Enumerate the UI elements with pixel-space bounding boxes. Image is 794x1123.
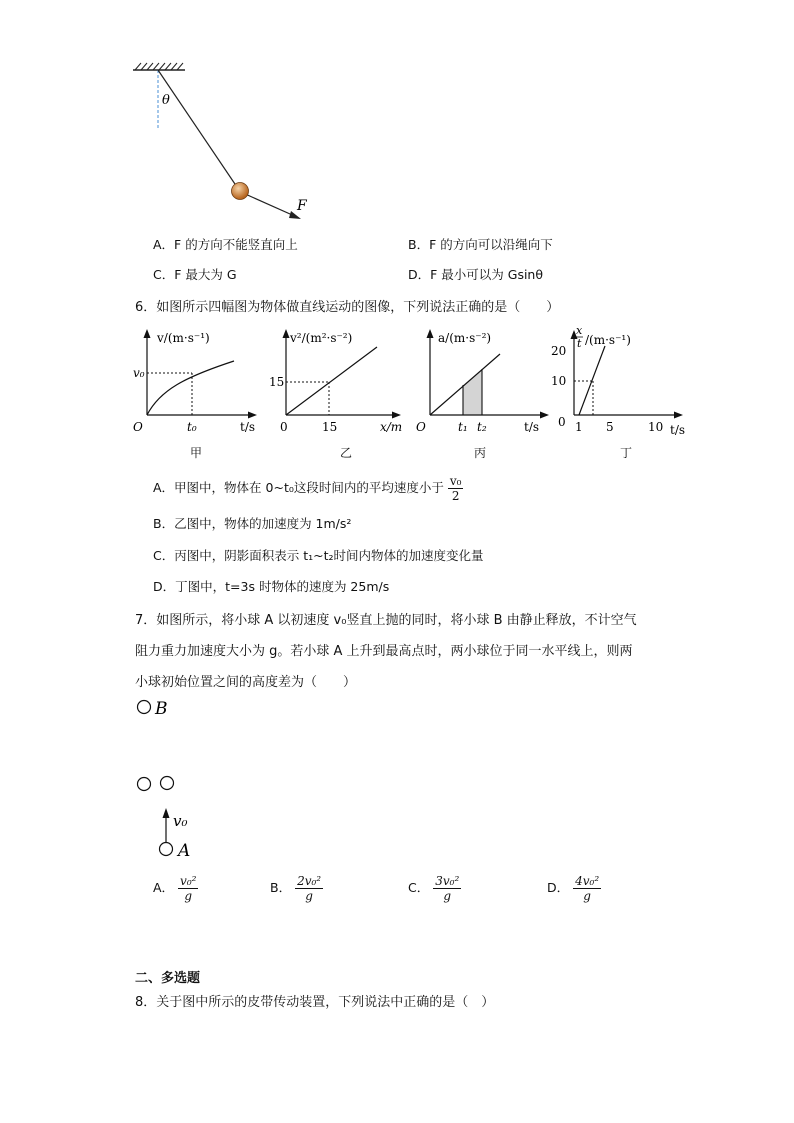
- q5-option-a: A．F 的方向不能竖直向上: [153, 237, 298, 252]
- q6-option-d: D．丁图中，t=3s 时物体的速度为 25m/s: [153, 579, 390, 594]
- q7-option-b-num: 2v₀²: [297, 874, 322, 888]
- q7-option-a-letter: A．: [153, 880, 175, 895]
- graph-yi-origin: 0: [280, 420, 288, 434]
- angle-label: θ: [162, 93, 170, 108]
- q6-option-a-num: v₀: [449, 474, 462, 488]
- velocity-label: v₀: [173, 812, 188, 830]
- q6-option-a-den: 2: [451, 489, 460, 503]
- q7-option-c-letter: C．: [408, 880, 430, 895]
- q7-stem-line2: 阻力重力加速度大小为 g。若小球 A 上升到最高点时，两小球位于同一水平线上，则两: [135, 644, 633, 659]
- q6-option-a: [153, 474, 463, 503]
- q5-option-b: B．F 的方向可以沿绳向下: [408, 237, 553, 252]
- graph-bing-y-axis: a/(m·s⁻²): [438, 331, 492, 345]
- pendulum-figure: [125, 60, 325, 225]
- graph-ding-x-tick-5: 5: [606, 420, 614, 434]
- graph-ding: [548, 322, 693, 437]
- graph-yi-caption: 乙: [340, 446, 353, 460]
- q7-stem-line3: 小球初始位置之间的高度差为（ ）: [135, 675, 357, 690]
- graph-ding-y-num: x: [576, 324, 583, 337]
- graph-jia-v0: v₀: [133, 366, 145, 380]
- graph-ding-y-den: t: [577, 337, 582, 350]
- q7-option-b: [270, 874, 323, 903]
- graph-bing-t2: t₂: [477, 420, 487, 434]
- graph-ding-x-axis: t/s: [670, 423, 686, 437]
- q7-option-d-num: 4v₀²: [575, 874, 600, 888]
- q7-option-b-letter: B．: [270, 880, 292, 895]
- graph-jia-x-axis: t/s: [240, 420, 256, 434]
- q7-option-a-den: g: [184, 889, 193, 903]
- q7-option-a: [153, 874, 198, 903]
- graph-jia-t0: t₀: [187, 420, 197, 434]
- q7-option-d-den: g: [583, 889, 591, 903]
- q7-option-c-den: g: [443, 889, 452, 903]
- graph-yi-x-mark: 15: [322, 420, 338, 434]
- section-title: 二、多选题: [135, 971, 201, 986]
- q7-option-c-num: 3v₀²: [435, 874, 460, 888]
- ball-b-label: B: [155, 699, 168, 719]
- graph-ding-x-tick-1: 1: [575, 420, 583, 434]
- q6-option-a-fraction: [448, 474, 464, 503]
- graph-yi: [269, 325, 407, 434]
- graph-ding-y-unit: /(m·s⁻¹): [585, 333, 631, 347]
- graph-yi-y-mark: 15: [269, 375, 285, 389]
- q6-option-c: C．丙图中，阴影面积表示 t₁~t₂时间内物体的加速度变化量: [153, 548, 484, 563]
- graph-bing-t1: t₁: [458, 420, 468, 434]
- graph-yi-x-axis: x/m: [380, 420, 403, 434]
- balls-figure: [128, 693, 218, 863]
- ball-a-initial: [160, 843, 173, 856]
- force-label: F: [297, 198, 307, 214]
- graph-ding-y-tick-10: 10: [551, 374, 567, 388]
- q7-option-d-letter: D．: [547, 880, 570, 895]
- q6-stem: 6．如图所示四幅图为物体做直线运动的图像，下列说法正确的是（ ）: [135, 300, 560, 315]
- ball-b-initial: [138, 701, 151, 714]
- graph-jia-caption: 甲: [190, 446, 203, 460]
- q6-option-a-text: A．甲图中，物体在 0~t₀这段时间内的平均速度小于: [153, 480, 444, 495]
- graph-bing-origin: O: [416, 420, 426, 434]
- graph-jia: [130, 325, 265, 433]
- ball-a-top: [138, 778, 151, 791]
- q7-option-d: [547, 874, 601, 903]
- q7-option-c: [408, 874, 461, 903]
- q7-stem-line1: 7．如图所示，将小球 A 以初速度 v₀竖直上抛的同时，将小球 B 由静止释放，不计空气: [135, 613, 637, 628]
- graph-jia-origin: O: [133, 420, 143, 434]
- ball-a-label: A: [178, 841, 191, 861]
- q6-option-b: B．乙图中，物体的加速度为 1m/s²: [153, 516, 352, 531]
- graph-bing-x-axis: t/s: [524, 420, 540, 434]
- graph-ding-caption: 丁: [620, 446, 633, 460]
- ball-b-final: [161, 777, 174, 790]
- graph-ding-origin: 0: [558, 415, 566, 429]
- q7-option-a-num: v₀²: [180, 874, 197, 888]
- q5-option-d: D．F 最小可以为 Gsinθ: [408, 267, 544, 282]
- graph-ding-y-tick-20: 20: [551, 344, 567, 358]
- graph-bing-caption: 丙: [474, 446, 487, 460]
- graph-yi-y-axis: v²/(m²·s⁻²): [290, 331, 353, 345]
- graph-ding-x-tick-10: 10: [648, 420, 664, 434]
- q8-stem: 8．关于图中所示的皮带传动装置，下列说法中正确的是（ ）: [135, 995, 495, 1010]
- q7-option-b-den: g: [305, 889, 313, 903]
- graph-jia-y-axis: v/(m·s⁻¹): [157, 331, 210, 345]
- graph-bing: [412, 325, 552, 433]
- q5-option-c: C．F 最大为 G: [153, 267, 237, 282]
